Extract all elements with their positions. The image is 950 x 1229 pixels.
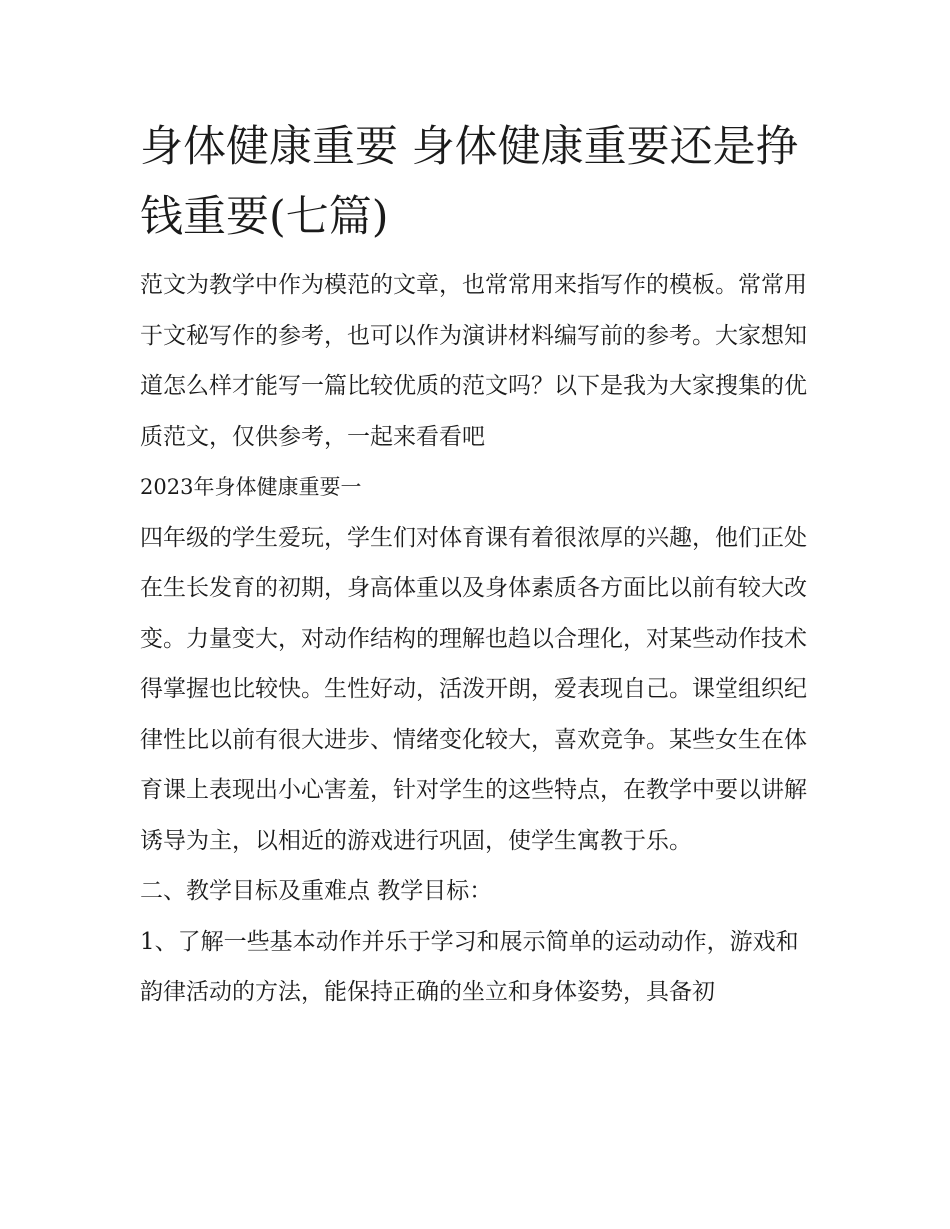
body-paragraph: 四年级的学生爱玩，学生们对体育课有着很浓厚的兴趣，他们正处在生长发育的初期，身高体重以及身体素质各方面比以前有较大改变。力量变大，对动作结构的理解也趋以合理化，对某些动作技术得掌握也比较快。生性好动，活泼开朗，爱表现自己。课堂组织纪律性比以前有很大进步、情绪变化较大，喜欢竞争。某些女生在体育课上表现出小心害羞，针对学生的这些特点，在教学中要以讲解诱导为主，以相近的游戏进行巩固，使学生寓教于乐。 — [140, 524, 807, 854]
section-heading: 2023年身体健康重要一 — [140, 475, 362, 499]
intro-paragraph: 范文为教学中作为模范的文章，也常常用来指写作的模板。常常用于文秘写作的参考，也可以作为演讲材料编写前的参考。大家想知道怎么样才能写一篇比较优质的范文吗？以下是我为大家搜集的优质范文，仅供参考，一起来看看吧 — [140, 272, 807, 450]
document-title: 身体健康重要 身体健康重要还是挣钱重要(七篇) — [140, 122, 799, 242]
goals-heading: 二、教学目标及重难点 教学目标： — [140, 878, 493, 904]
document-page — [140, 112, 816, 1018]
goal-item: 1、了解一些基本动作并乐于学习和展示简单的运动动作，游戏和韵律活动的方法，能保持正确的坐立和身体姿势，具备初 — [140, 928, 799, 1005]
